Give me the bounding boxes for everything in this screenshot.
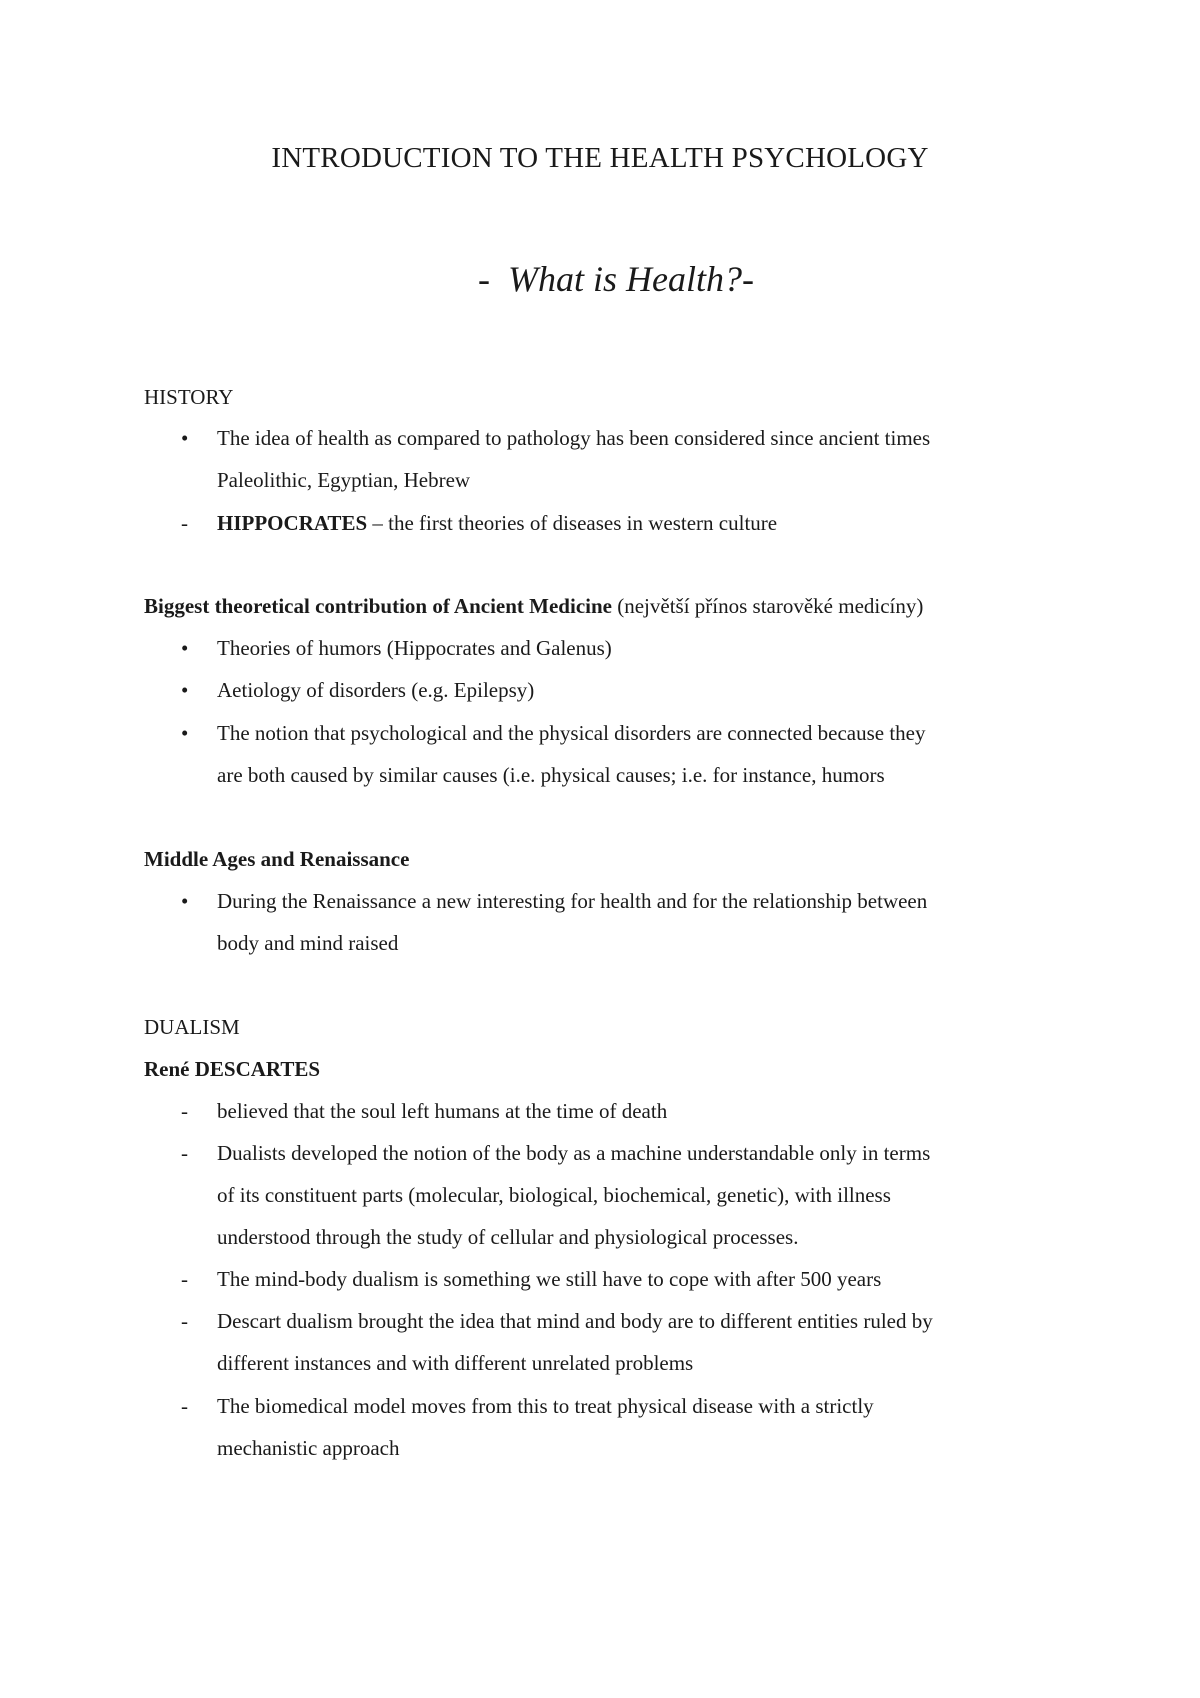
middle-ages-item-1-line-2: body and mind raised [217,931,399,955]
dualism-item-4-line-1: Descart dualism brought the idea that mind and body are to different entities ruled by [217,1309,933,1333]
dualism-item-5-line-2: mechanistic approach [217,1436,400,1460]
history-heading: HISTORY [144,385,234,409]
dualism-item-2-line-1: Dualists developed the notion of the body as a machine understandable only in terms [217,1141,931,1165]
dash-marker: - [181,1099,188,1123]
bullet-marker: • [181,426,189,450]
dash-marker: - [181,1309,188,1333]
history-item-2 [217,508,777,538]
ancient-item-1: Theories of humors (Hippocrates and Galenus) [217,636,612,660]
subtitle-trail-dash: - [741,259,754,299]
ancient-item-2: Aetiology of disorders (e.g. Epilepsy) [217,678,535,702]
history-item-2-text: – the first theories of diseases in western culture [367,511,778,535]
middle-ages-heading: Middle Ages and Renaissance [144,847,410,871]
ancient-item-3-line-2: are both caused by similar causes (i.e. physical causes; i.e. for instance, humors [217,763,885,787]
hippocrates-label: HIPPOCRATES [217,511,368,535]
dash-marker: - [181,1267,188,1291]
bullet-marker: • [181,721,189,745]
dualism-item-3: The mind-body dualism is something we still have to cope with after 500 years [217,1267,882,1291]
dualism-item-2-line-3: understood through the study of cellular and physiological processes. [217,1225,799,1249]
dash-marker: - [181,1394,188,1418]
dualism-item-4-line-2: different instances and with different unrelated problems [217,1351,694,1375]
ancient-heading-bold: Biggest theoretical contribution of Ancient Medicine [144,594,612,618]
dualism-item-5-line-1: The biomedical model moves from this to treat physical disease with a strictly [217,1394,874,1418]
ancient-heading [144,591,923,621]
document-subtitle [478,258,754,300]
middle-ages-item-1-line-1: During the Renaissance a new interesting for health and for the relationship between [217,889,928,913]
dualism-item-1: believed that the soul left humans at the time of death [217,1099,668,1123]
dualism-item-2-line-2: of its constituent parts (molecular, biological, biochemical, genetic), with illness [217,1183,891,1207]
dash-marker: - [181,1141,188,1165]
subtitle-question: What is Health? [508,259,742,299]
dualism-heading: DUALISM [144,1015,240,1039]
bullet-marker: • [181,678,189,702]
dash-marker: - [181,511,188,535]
bullet-marker: • [181,889,189,913]
ancient-item-3-line-1: The notion that psychological and the physical disorders are connected because they [217,721,926,745]
subtitle-lead-dash: - [478,259,490,299]
history-item-1-line-1: The idea of health as compared to pathology has been considered since ancient times [217,426,931,450]
history-item-1-line-2: Paleolithic, Egyptian, Hebrew [217,468,471,492]
descartes-heading: René DESCARTES [144,1057,321,1081]
document-title: INTRODUCTION TO THE HEALTH PSYCHOLOGY [271,142,929,174]
bullet-marker: • [181,636,189,660]
ancient-heading-translation: (největší přínos starověké medicíny) [611,594,924,618]
